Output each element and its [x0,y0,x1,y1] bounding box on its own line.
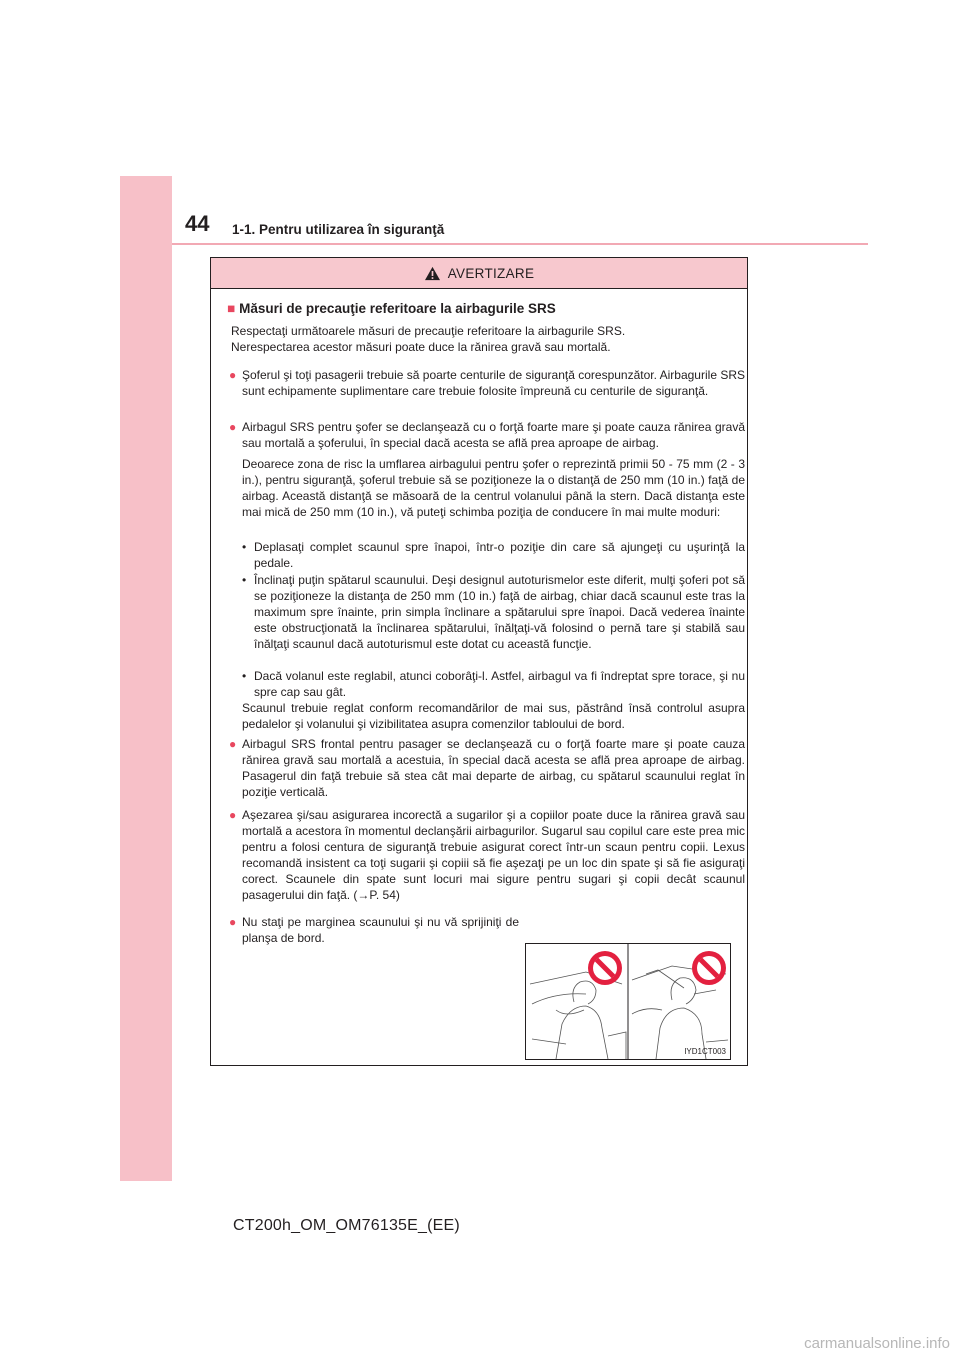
bullet-driver-airbag [229,419,745,451]
bullet-dot-icon: ● [229,737,237,751]
heading-text: Măsuri de precauţie referitoare la airbagurile SRS [239,301,556,316]
sub-bullet-mark: • [242,573,247,587]
prohibition-sign-icon [692,951,726,985]
left-scene [530,972,626,1059]
warning-box [210,257,748,1066]
driver-distance-paragraph: Deoarece zona de risc la umflarea airbagului pentru şofer o reprezintă primii 50 - 75 mm (2 - 3 in.), pentru siguranţă, şoferul trebuie să se poziţioneze la o distanţă de 250 mm (10 in.) faţă de airbag. Această distanţă se măsoară de la centrul volanului până la stern. Dacă distanţa este mai mică de 250 mm (10 in.), vă puteţi schimba poziţia de conducere în mai multe moduri: [242,457,745,519]
page-number: 44 [185,211,210,236]
prohibition-sign-icon [588,951,622,985]
square-bullet-icon: ■ [227,301,236,316]
sub-item-text: Deplasaţi complet scaunul spre înapoi, într-o poziţie din care să ajungeţi cu uşurinţă la pedale. [254,540,745,570]
intro-line-2: Nerespectarea acestor măsuri poate duce la rănirea gravă sau mortală. [231,340,611,354]
bullet-passenger-airbag [229,736,745,800]
sub-item-text: Dacă volanul este reglabil, atunci coborâţi-l. Astfel, airbagul va fi îndreptat spre torace, şi nu spre cap sau gât. [254,669,745,699]
sub-bullet-mark: • [242,540,247,554]
bullet-dot-icon: ● [229,420,237,434]
illustration-drawing [526,944,730,1059]
intro-line-1: Respectaţi următoarele măsuri de precauţie referitoare la airbagurile SRS. [231,324,626,338]
bullet-dot-icon: ● [229,368,237,382]
bullet-text: Airbagul SRS pentru şofer se declanşează cu o forţă foarte mare şi poate cauza rănirea gravă sau mortală a şoferului, în special dacă acesta se află prea aproape de airbag. [242,420,745,450]
bullet-dot-icon: ● [229,915,237,929]
bullet-children [229,807,745,903]
warning-intro [231,323,736,355]
section-title: 1-1. Pentru utilizarea în siguranţă [232,222,445,237]
sub-item-recline [242,572,745,652]
bullet-seat-edge [229,914,519,946]
bullet-text: Nu staţi pe marginea scaunului şi nu vă sprijiniţi de planşa de bord. [242,915,519,945]
illustration-figure [525,943,731,1060]
document-code: CT200h_OM_OM76135E_(EE) [233,1217,460,1234]
warning-header [211,258,747,289]
bullet-dot-icon: ● [229,808,237,822]
warning-heading [227,301,556,316]
sub-item-steering [242,668,745,700]
warning-title: AVERTIZARE [447,265,535,281]
bullet-text: Airbagul SRS frontal pentru pasager se declanşează cu o forţă foarte mare şi poate cauza rănirea gravă sau mortală a acestuia, în special dacă acesta se află prea aproape de airbag. Pasagerul din faţă trebuie să stea cât mai departe de airbag, cu spătarul scaunului reglat în poziţie verticală. [242,737,745,799]
warning-triangle-icon [424,266,441,281]
figure-code: IYD1CT003 [684,1047,726,1056]
bullet-text: Şoferul şi toţi pasagerii trebuie să poarte centurile de siguranţă corespunzător. Airbagurile SRS sunt echipamente suplimentare care trebuie folosite împreună cu centurile de siguranţă. [242,368,745,398]
seat-adjust-paragraph: Scaunul trebuie reglat conform recomandărilor de mai sus, păstrând însă controlul asupra pedalelor şi volanului şi vizibilitatea asupra comenzilor tabloului de bord. [242,701,745,731]
side-band [120,176,172,1181]
header-rule [172,243,868,245]
bullet-text: Aşezarea şi/sau asigurarea incorectă a sugarilor şi a copiilor poate duce la rănirea gravă sau mortală a acestora în momentul declanşării airbagurilor. Sugarul sau copilul care este prea mic pentru a folosi centura de siguranţă trebuie asigurat corect într-un scaun pentru copii. Lexus recomandă insistent ca toţi sugarii şi copiii să fie aşezaţi pe un loc din spate şi să fie asiguraţi corect. Scaunele din spate sunt locuri mai sigure pentru sugari şi copii decât scaunul pasagerului din faţă. (→P. 54) [242,808,745,902]
sub-item-seat-back [242,539,745,571]
sub-item-text: Înclinaţi puţin spătarul scaunului. Deşi designul autoturismelor este diferit, mulţi şoferi pot să se poziţioneze la distanţa de 250 mm (10 in.) faţă de airbag, chiar dacă scaunul este tras la maximum spre înainte, prin simpla înclinare a spătarului spre înapoi. Dacă vederea înainte este obstrucţionată la înclinarea spătarului, înălţaţi-vă folosind o pernă tare şi stabilă sau înălţaţi scaunul dacă autoturismul este dotat cu această funcţie. [254,573,745,651]
warning-content [211,289,747,1065]
watermark: carmanualsonline.info [804,1335,950,1352]
bullet-seatbelts [229,367,745,399]
sub-bullet-mark: • [242,669,247,683]
